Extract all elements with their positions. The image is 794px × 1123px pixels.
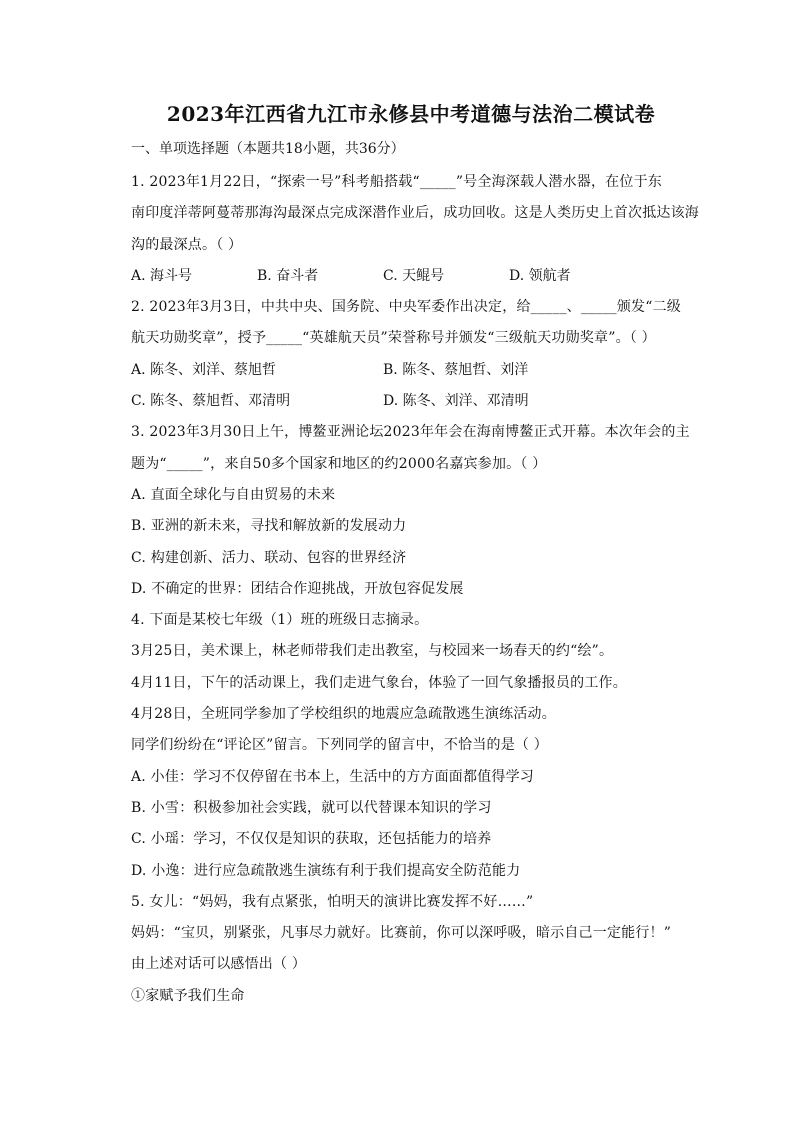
question-text-line: 妈妈：“宝贝，别紧张，凡事尽力就好。比赛前，你可以深呼吸，暗示自己一定能行！”	[131, 925, 672, 942]
section-heading: 一、单项选择题（本题共18小题，共36分）	[131, 141, 405, 157]
question-text-line: 5. 女儿：“妈妈，我有点紧张，怕明天的演讲比赛发挥不好……”	[131, 893, 534, 910]
option-c: C. 小瑶：学习，不仅仅是知识的获取，还包括能力的培养	[131, 831, 492, 848]
question-5	[131, 887, 691, 1012]
question-1	[131, 167, 699, 292]
option-b: B. 小雪：积极参加社会实践，就可以代替课本知识的学习	[131, 799, 492, 816]
question-text-line: 2. 2023年3月3日，中共中央、国务院、中央军委作出决定，给_____、_____颁发“二级	[131, 299, 682, 316]
question-text-line: 3月25日，美术课上，林老师带我们走出教室，与校园来一场春天的约“绘”。	[131, 643, 614, 660]
question-text-line: 4月11日，下午的活动课上，我们走进气象台，体验了一回气象播报员的工作。	[131, 674, 627, 691]
option-a: A. 陈冬、刘洋、蔡旭哲	[131, 361, 277, 378]
question-text-line: 航天功勋奖章”，授予_____“英雄航天员”荣誉称号并颁发“三级航天功勋奖章”。（ ）	[131, 330, 656, 347]
option-d: D. 小逸：进行应急疏散逃生演练有利于我们提高安全防范能力	[131, 862, 521, 879]
exam-title: 2023年江西省九江市永修县中考道德与法治二模试卷	[166, 102, 656, 126]
options-row	[131, 355, 691, 386]
option-d: D. 领航者	[509, 267, 571, 284]
option-a: A. 直面全球化与自由贸易的未来	[131, 486, 336, 503]
question-text-line: 1. 2023年1月22日，“探索一号”科考船搭载“_____”号全海深载人潜水器，在位于东	[131, 174, 662, 190]
question-text-line: 题为“_____”，来自50多个国家和地区的约2000名嘉宾参加。（ ）	[131, 455, 547, 472]
option-a: A. 海斗号	[131, 267, 193, 284]
options-row	[131, 386, 691, 417]
option-c: C. 天鲲号	[383, 267, 445, 284]
option-c: C. 陈冬、蔡旭哲、邓清明	[131, 393, 291, 410]
question-4	[131, 605, 691, 887]
option-b: B. 奋斗者	[257, 267, 319, 284]
exam-page	[131, 100, 699, 1012]
question-3	[131, 417, 691, 605]
option-b: B. 陈冬、蔡旭哲、刘洋	[383, 361, 529, 378]
question-text-line: 由上述对话可以感悟出（ ）	[131, 956, 307, 973]
question-text-line: 南印度洋蒂阿蔓蒂那海沟最深点完成深潜作业后，成功回收。这是人类历史上首次抵达该海	[131, 205, 699, 222]
option-d: D. 陈冬、刘洋、邓清明	[383, 393, 529, 410]
options-row	[131, 261, 691, 292]
option-b: B. 亚洲的新未来，寻找和解放新的发展动力	[131, 518, 407, 535]
question-text-line: 沟的最深点。（ ）	[131, 236, 243, 253]
question-text-line: ①家赋予我们生命	[131, 987, 245, 1004]
question-text-line: 同学们纷纷在“评论区”留言。下列同学的留言中，不恰当的是（ ）	[131, 737, 548, 754]
option-d: D. 不确定的世界：团结合作迎挑战，开放包容促发展	[131, 580, 464, 597]
option-c: C. 构建创新、活力、联动、包容的世界经济	[131, 549, 407, 566]
question-2	[131, 292, 691, 417]
question-text-line: 4. 下面是某校七年级（1）班的班级日志摘录。	[131, 612, 429, 629]
option-a: A. 小佳：学习不仅停留在书本上，生活中的方方面面都值得学习	[131, 768, 535, 785]
question-text-line: 4月28日，全班同学参加了学校组织的地震应急疏散逃生演练活动。	[131, 706, 556, 723]
question-text-line: 3. 2023年3月30日上午，博鳌亚洲论坛2023年年会在海南博鳌正式开幕。本次年会的主	[131, 424, 690, 441]
